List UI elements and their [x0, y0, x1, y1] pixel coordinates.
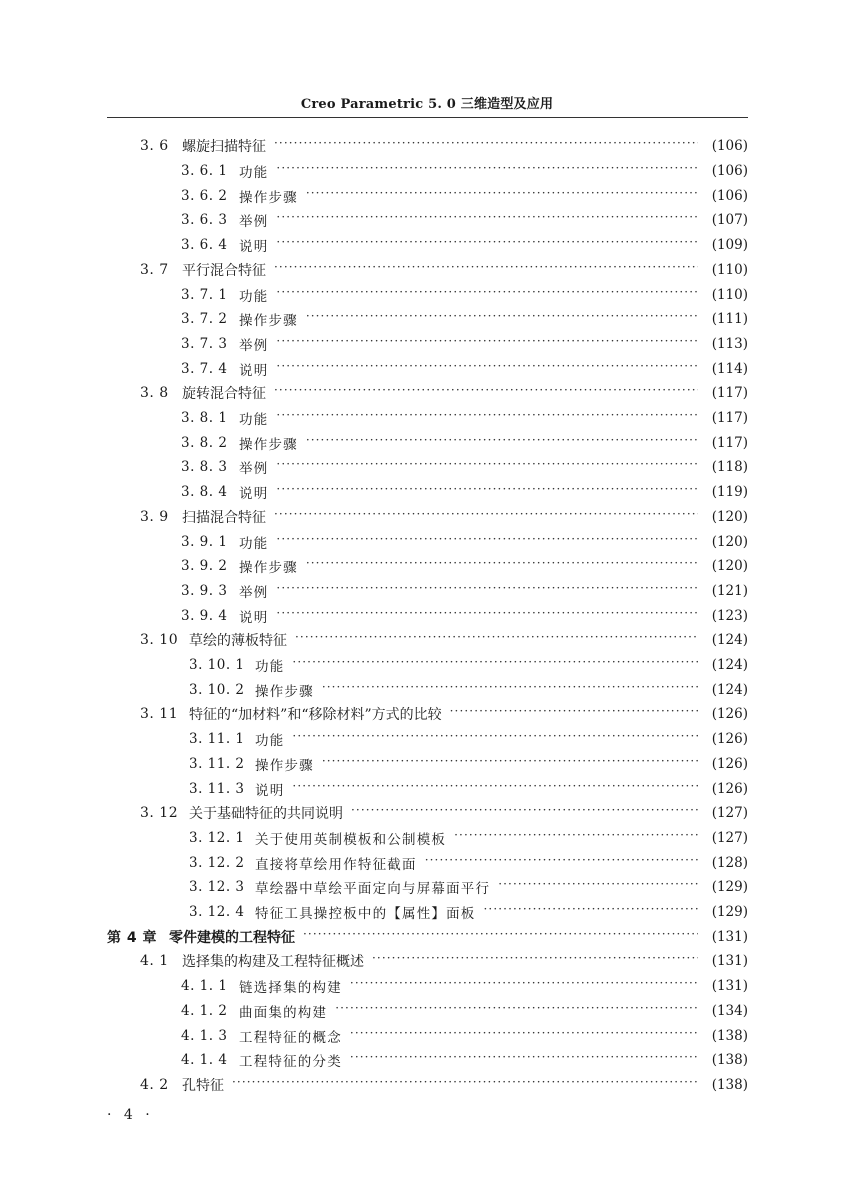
- toc-entry-page: (114): [711, 360, 748, 377]
- toc-entry-page: (113): [711, 335, 748, 352]
- toc-entry-title: 举例: [239, 461, 269, 478]
- running-header: Creo Parametric 5. 0 三维造型及应用: [300, 97, 554, 112]
- toc-leader-dots: [274, 263, 698, 277]
- toc-entry-page: (106): [711, 163, 748, 180]
- toc-entry-title: 举例: [239, 584, 269, 601]
- toc-leader-dots: [292, 782, 698, 796]
- toc-entry-number: 3. 8. 2: [181, 434, 228, 451]
- toc-entry-page: (138): [711, 1076, 748, 1093]
- toc-leader-dots: [454, 831, 698, 845]
- toc-entry-sub: [0, 579, 850, 604]
- toc-entry-title: 举例: [239, 214, 269, 231]
- toc-entry-number: 4. 2: [140, 1076, 169, 1093]
- toc-entry-sub: [0, 529, 850, 554]
- toc-entry-page: (111): [711, 311, 748, 328]
- toc-entry-sub: [0, 356, 850, 381]
- toc-entry-page: (121): [711, 582, 748, 599]
- toc-entry-number: 3. 11: [140, 706, 179, 723]
- toc-entry-title: 操作步骤: [239, 189, 298, 206]
- toc-leader-dots: [276, 609, 698, 623]
- toc-entry-number: 3. 6. 3: [181, 212, 228, 229]
- toc-entry-number: 3. 12. 3: [189, 879, 245, 896]
- toc-entry-page: (120): [711, 533, 748, 550]
- toc-entry-sub: [0, 455, 850, 480]
- toc-leader-dots: [350, 1029, 698, 1043]
- toc-entry-title: 说明: [239, 609, 269, 626]
- toc-entry-sub: [0, 850, 850, 875]
- toc-entry-number: 3. 8. 1: [181, 410, 228, 427]
- toc-entry-page: (124): [711, 681, 748, 698]
- toc-entry-page: (129): [711, 904, 748, 921]
- toc-entry-title: 功能: [255, 659, 285, 676]
- footer-page-number: · 4 ·: [107, 1107, 154, 1123]
- toc-entry-number: 3. 9. 4: [181, 607, 228, 624]
- toc-entry-title: 功能: [239, 535, 269, 552]
- toc-entry-number: 4. 1. 4: [181, 1052, 228, 1069]
- toc-entry-page: (124): [711, 632, 748, 649]
- toc-entry-number: 3. 9: [140, 508, 169, 525]
- toc-leader-dots: [276, 164, 698, 178]
- toc-entry-number: 3. 8: [140, 385, 169, 402]
- toc-leader-dots: [425, 856, 698, 870]
- toc-entry-title: 草绘器中草绘平面定向与屏幕面平行: [255, 881, 491, 898]
- toc-leader-dots: [498, 880, 698, 894]
- toc-entry-page: (129): [711, 879, 748, 896]
- toc-entry-title: 螺旋扫描特征: [182, 139, 266, 156]
- toc-entry-page: (120): [711, 558, 748, 575]
- toc-entry-sub: [0, 776, 850, 801]
- toc-entry-title: 操作步骤: [255, 683, 314, 700]
- toc-entry-page: (119): [711, 484, 748, 501]
- toc-entry-sub: [0, 1048, 850, 1073]
- toc-entry-sub: [0, 159, 850, 184]
- toc-entry-number: 4. 1. 1: [181, 978, 228, 995]
- toc-leader-dots: [350, 979, 698, 993]
- toc-entry-page: (110): [711, 261, 748, 278]
- toc-entry-title: 关于使用英制模板和公制模板: [255, 831, 447, 848]
- toc-entry-sub: [0, 480, 850, 505]
- toc-entry-number: 3. 10: [140, 632, 179, 649]
- toc-leader-dots: [276, 460, 698, 474]
- toc-entry-page: (117): [711, 434, 748, 451]
- toc-entry-number: 3. 9. 1: [181, 533, 228, 550]
- toc-entry-number: 3. 7. 4: [181, 360, 228, 377]
- toc-leader-dots: [306, 559, 698, 573]
- toc-leader-dots: [274, 139, 698, 153]
- toc-leader-dots: [295, 633, 698, 647]
- toc-entry-title: 选择集的构建及工程特征概述: [182, 954, 364, 971]
- toc-entry-number: 3. 7. 1: [181, 286, 228, 303]
- toc-entry-number: 3. 12: [140, 805, 179, 822]
- toc-entry-sub: [0, 430, 850, 455]
- toc-leader-dots: [484, 905, 699, 919]
- toc-entry-title: 旋转混合特征: [182, 386, 266, 403]
- toc-entry-title: 说明: [239, 239, 269, 256]
- toc-entry-section: [0, 505, 850, 530]
- toc-entry-title: 关于基础特征的共同说明: [189, 806, 343, 823]
- toc-leader-dots: [372, 954, 698, 968]
- toc-leader-dots: [276, 535, 698, 549]
- toc-leader-dots: [274, 510, 698, 524]
- toc-leader-dots: [450, 707, 698, 721]
- toc-entry-number: 3. 8. 4: [181, 484, 228, 501]
- toc-entry-page: (106): [711, 138, 748, 155]
- toc-leader-dots: [306, 312, 698, 326]
- toc-entry-number: 3. 6. 1: [181, 163, 228, 180]
- toc-entry-sub: [0, 999, 850, 1024]
- toc-entry-title: 操作步骤: [239, 560, 298, 577]
- toc-entry-number: 3. 7: [140, 261, 169, 278]
- toc-entry-page: (134): [711, 1002, 748, 1019]
- toc-leader-dots: [276, 288, 698, 302]
- toc-entry-section: [0, 628, 850, 653]
- toc-entry-title: 功能: [255, 733, 285, 750]
- toc-entry-title: 特征工具操控板中的【属性】面板: [255, 906, 476, 923]
- toc-entry-number: 第 4 章: [107, 929, 157, 946]
- toc-entry-section: [0, 1073, 850, 1098]
- toc-entry-number: 3. 9. 2: [181, 558, 228, 575]
- toc-entry-page: (126): [711, 706, 748, 723]
- toc-entry-number: 4. 1. 3: [181, 1027, 228, 1044]
- toc-entry-page: (118): [711, 459, 748, 476]
- toc-entry-chapter: [0, 924, 850, 949]
- toc-entry-section: [0, 381, 850, 406]
- toc-entry-number: 3. 11. 2: [189, 755, 245, 772]
- toc-entry-page: (127): [711, 805, 748, 822]
- toc-entry-number: 3. 6. 2: [181, 187, 228, 204]
- toc-leader-dots: [306, 189, 698, 203]
- toc-entry-number: 3. 8. 3: [181, 459, 228, 476]
- toc-leader-dots: [276, 213, 698, 227]
- toc-entry-page: (106): [711, 187, 748, 204]
- toc-entry-sub: [0, 653, 850, 678]
- toc-entry-section: [0, 134, 850, 159]
- toc-entry-sub: [0, 332, 850, 357]
- toc-entry-section: [0, 702, 850, 727]
- toc-entry-section: [0, 258, 850, 283]
- toc-entry-sub: [0, 282, 850, 307]
- toc-entry-page: (110): [711, 286, 748, 303]
- toc-entry-number: 3. 7. 3: [181, 335, 228, 352]
- toc-entry-title: 扫描混合特征: [182, 509, 266, 526]
- toc-entry-title: 举例: [239, 337, 269, 354]
- toc-entry-title: 草绘的薄板特征: [189, 633, 287, 650]
- toc-entry-title: 功能: [239, 288, 269, 305]
- toc-entry-title: 孔特征: [182, 1077, 224, 1094]
- toc-entry-sub: [0, 875, 850, 900]
- toc-entry-title: 工程特征的分类: [239, 1054, 342, 1071]
- toc-entry-page: (126): [711, 755, 748, 772]
- toc-entry-page: (138): [711, 1052, 748, 1069]
- toc-entry-page: (131): [711, 928, 748, 945]
- toc-entry-title: 链选择集的构建: [239, 980, 342, 997]
- toc-entry-page: (120): [711, 508, 748, 525]
- toc-entry-number: 3. 12. 1: [189, 829, 245, 846]
- toc-leader-dots: [351, 806, 698, 820]
- toc-leader-dots: [322, 757, 698, 771]
- toc-entry-number: 3. 9. 3: [181, 582, 228, 599]
- toc-entry-sub: [0, 233, 850, 258]
- toc-entry-sub: [0, 603, 850, 628]
- toc-entry-page: (107): [711, 212, 748, 229]
- toc-entry-sub: [0, 752, 850, 777]
- toc-leader-dots: [322, 683, 698, 697]
- toc-entry-page: (124): [711, 657, 748, 674]
- toc-entry-sub: [0, 1023, 850, 1048]
- toc-entry-number: 3. 12. 4: [189, 904, 245, 921]
- toc-entry-sub: [0, 900, 850, 925]
- toc-entry-title: 工程特征的概念: [239, 1029, 342, 1046]
- toc-entry-number: 3. 7. 2: [181, 311, 228, 328]
- toc-entry-section: [0, 949, 850, 974]
- toc-entry-number: 3. 10. 1: [189, 657, 245, 674]
- toc-entry-title: 功能: [239, 412, 269, 429]
- toc-leader-dots: [335, 1004, 698, 1018]
- toc-entry-title: 说明: [239, 362, 269, 379]
- toc-leader-dots: [292, 658, 698, 672]
- toc-entry-title: 直接将草绘用作特征截面: [255, 856, 417, 873]
- toc-entry-number: 4. 1. 2: [181, 1002, 228, 1019]
- toc-leader-dots: [232, 1078, 698, 1092]
- toc-leader-dots: [276, 362, 698, 376]
- toc-leader-dots: [306, 436, 698, 450]
- toc-entry-number: 3. 10. 2: [189, 681, 245, 698]
- toc-leader-dots: [276, 485, 698, 499]
- toc-entry-number: 3. 6. 4: [181, 237, 228, 254]
- toc-entry-title: 操作步骤: [239, 436, 298, 453]
- toc-entry-title: 说明: [239, 486, 269, 503]
- toc-entry-sub: [0, 554, 850, 579]
- toc-leader-dots: [303, 930, 698, 944]
- toc-entry-sub: [0, 974, 850, 999]
- toc-entry-title: 说明: [255, 782, 285, 799]
- toc-leader-dots: [276, 337, 698, 351]
- toc-entry-number: 3. 11. 1: [189, 731, 245, 748]
- toc-entry-title: 功能: [239, 165, 269, 182]
- toc-entry-sub: [0, 307, 850, 332]
- toc-entry-title: 曲面集的构建: [239, 1004, 328, 1021]
- toc-entry-page: (109): [711, 237, 748, 254]
- toc-entry-title: 零件建模的工程特征: [169, 929, 295, 946]
- toc-leader-dots: [350, 1053, 698, 1067]
- toc-entry-sub: [0, 826, 850, 851]
- toc-entry-page: (128): [711, 854, 748, 871]
- toc-entry-page: (131): [711, 953, 748, 970]
- toc-entry-page: (126): [711, 731, 748, 748]
- toc-entry-sub: [0, 406, 850, 431]
- toc-entry-sub: [0, 727, 850, 752]
- toc-entry-section: [0, 801, 850, 826]
- toc-entry-page: (123): [711, 607, 748, 624]
- toc-entry-page: (117): [711, 385, 748, 402]
- toc-entry-sub: [0, 208, 850, 233]
- toc-entry-page: (126): [711, 780, 748, 797]
- toc-entry-page: (117): [711, 410, 748, 427]
- toc-entry-sub: [0, 183, 850, 208]
- toc-leader-dots: [276, 584, 698, 598]
- toc-entry-title: 平行混合特征: [182, 262, 266, 279]
- toc-entry-number: 3. 11. 3: [189, 780, 245, 797]
- header-rule: [107, 117, 748, 118]
- toc-leader-dots: [276, 238, 698, 252]
- toc-entry-title: 操作步骤: [255, 757, 314, 774]
- toc-entry-number: 3. 6: [140, 138, 169, 155]
- toc-entry-number: 3. 12. 2: [189, 854, 245, 871]
- toc-leader-dots: [276, 411, 698, 425]
- toc-entry-title: 操作步骤: [239, 313, 298, 330]
- toc-entry-page: (131): [711, 978, 748, 995]
- toc-entry-sub: [0, 677, 850, 702]
- toc-leader-dots: [274, 386, 698, 400]
- toc-entry-page: (127): [711, 829, 748, 846]
- toc-entry-title: 特征的“加材料”和“移除材料”方式的比较: [189, 707, 442, 724]
- toc-entry-number: 4. 1: [140, 953, 169, 970]
- toc-entry-page: (138): [711, 1027, 748, 1044]
- toc-leader-dots: [292, 732, 698, 746]
